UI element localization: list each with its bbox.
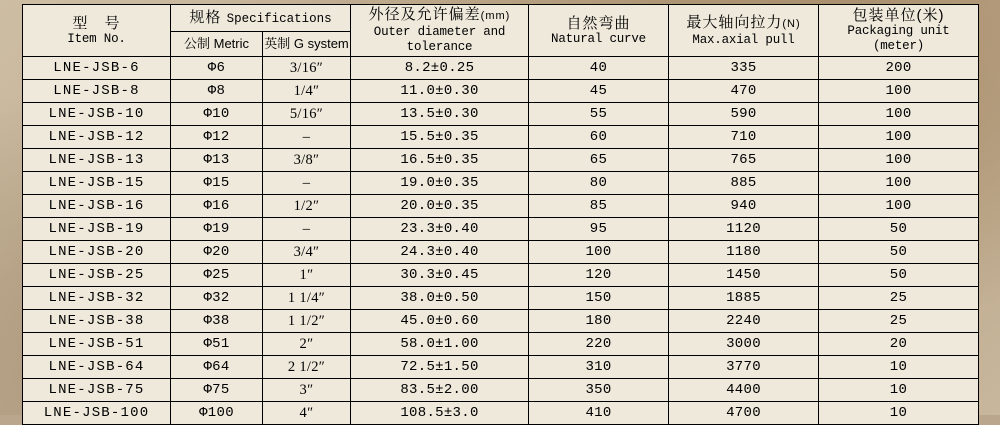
- cell-natural-curve: 120: [529, 264, 669, 287]
- cell-item-no: LNE-JSB-13: [23, 149, 171, 172]
- cell-axial-pull: 1120: [669, 218, 819, 241]
- table-header: [23, 5, 979, 57]
- cell-natural-curve: 55: [529, 103, 669, 126]
- cell-packaging-unit: 50: [819, 218, 979, 241]
- cell-natural-curve: 350: [529, 379, 669, 402]
- cell-metric: Φ32: [171, 287, 263, 310]
- cell-metric: Φ19: [171, 218, 263, 241]
- cell-metric: Φ13: [171, 149, 263, 172]
- cell-metric: Φ8: [171, 80, 263, 103]
- cell-metric: Φ20: [171, 241, 263, 264]
- cell-outer-diameter: 23.3±0.40: [351, 218, 529, 241]
- cell-metric: Φ16: [171, 195, 263, 218]
- cell-axial-pull: 4400: [669, 379, 819, 402]
- table-row: [23, 57, 979, 80]
- cell-outer-diameter: 15.5±0.35: [351, 126, 529, 149]
- cell-axial-pull: 590: [669, 103, 819, 126]
- cell-g-system: 3/4″: [263, 241, 351, 264]
- header-g-system: 英制 G system: [263, 32, 351, 57]
- cell-g-system: 1 1/2″: [263, 310, 351, 333]
- cell-outer-diameter: 24.3±0.40: [351, 241, 529, 264]
- cell-axial-pull: 335: [669, 57, 819, 80]
- cell-axial-pull: 4700: [669, 402, 819, 425]
- cell-metric: Φ51: [171, 333, 263, 356]
- cell-item-no: LNE-JSB-32: [23, 287, 171, 310]
- cell-outer-diameter: 16.5±0.35: [351, 149, 529, 172]
- cell-g-system: 1/4″: [263, 80, 351, 103]
- specifications-table: [22, 4, 979, 425]
- table-row: [23, 264, 979, 287]
- cell-outer-diameter: 38.0±0.50: [351, 287, 529, 310]
- table-row: [23, 310, 979, 333]
- cell-g-system: 1″: [263, 264, 351, 287]
- cell-packaging-unit: 25: [819, 287, 979, 310]
- cell-axial-pull: 765: [669, 149, 819, 172]
- table-row: [23, 241, 979, 264]
- header-packaging-unit: 包装单位(米) Packaging unit (meter): [819, 5, 979, 57]
- cell-natural-curve: 410: [529, 402, 669, 425]
- cell-item-no: LNE-JSB-16: [23, 195, 171, 218]
- cell-g-system: 4″: [263, 402, 351, 425]
- cell-item-no: LNE-JSB-51: [23, 333, 171, 356]
- cell-axial-pull: 470: [669, 80, 819, 103]
- cell-g-system: –: [263, 218, 351, 241]
- cell-natural-curve: 85: [529, 195, 669, 218]
- cell-axial-pull: 1450: [669, 264, 819, 287]
- cell-natural-curve: 150: [529, 287, 669, 310]
- table-row: [23, 149, 979, 172]
- cell-packaging-unit: 200: [819, 57, 979, 80]
- cell-item-no: LNE-JSB-100: [23, 402, 171, 425]
- cell-metric: Φ38: [171, 310, 263, 333]
- cell-axial-pull: 885: [669, 172, 819, 195]
- cell-packaging-unit: 100: [819, 80, 979, 103]
- cell-natural-curve: 220: [529, 333, 669, 356]
- header-specifications: 规格 Specifications: [171, 5, 351, 32]
- header-natural-curve: 自然弯曲 Natural curve: [529, 5, 669, 57]
- cell-packaging-unit: 10: [819, 402, 979, 425]
- cell-item-no: LNE-JSB-19: [23, 218, 171, 241]
- cell-g-system: 2 1/2″: [263, 356, 351, 379]
- cell-g-system: 1 1/4″: [263, 287, 351, 310]
- cell-packaging-unit: 10: [819, 379, 979, 402]
- cell-outer-diameter: 13.5±0.30: [351, 103, 529, 126]
- table-body: [23, 57, 979, 425]
- cell-metric: Φ25: [171, 264, 263, 287]
- table-row: [23, 103, 979, 126]
- cell-packaging-unit: 100: [819, 103, 979, 126]
- cell-g-system: –: [263, 126, 351, 149]
- cell-outer-diameter: 83.5±2.00: [351, 379, 529, 402]
- cell-g-system: 3/8″: [263, 149, 351, 172]
- cell-item-no: LNE-JSB-6: [23, 57, 171, 80]
- cell-g-system: 3/16″: [263, 57, 351, 80]
- cell-outer-diameter: 8.2±0.25: [351, 57, 529, 80]
- table-row: [23, 195, 979, 218]
- cell-item-no: LNE-JSB-10: [23, 103, 171, 126]
- cell-outer-diameter: 108.5±3.0: [351, 402, 529, 425]
- cell-item-no: LNE-JSB-15: [23, 172, 171, 195]
- cell-packaging-unit: 100: [819, 195, 979, 218]
- cell-item-no: LNE-JSB-38: [23, 310, 171, 333]
- cell-axial-pull: 940: [669, 195, 819, 218]
- table-row: [23, 218, 979, 241]
- cell-natural-curve: 80: [529, 172, 669, 195]
- cell-g-system: 3″: [263, 379, 351, 402]
- table-row: [23, 287, 979, 310]
- cell-outer-diameter: 19.0±0.35: [351, 172, 529, 195]
- cell-metric: Φ10: [171, 103, 263, 126]
- cell-item-no: LNE-JSB-20: [23, 241, 171, 264]
- cell-packaging-unit: 50: [819, 264, 979, 287]
- cell-metric: Φ75: [171, 379, 263, 402]
- cell-outer-diameter: 72.5±1.50: [351, 356, 529, 379]
- cell-outer-diameter: 30.3±0.45: [351, 264, 529, 287]
- cell-metric: Φ100: [171, 402, 263, 425]
- cell-natural-curve: 310: [529, 356, 669, 379]
- cell-metric: Φ12: [171, 126, 263, 149]
- table-row: [23, 172, 979, 195]
- table-row: [23, 80, 979, 103]
- cell-outer-diameter: 58.0±1.00: [351, 333, 529, 356]
- table-row: [23, 402, 979, 425]
- header-item-no: 型 号 Item No.: [23, 5, 171, 57]
- cell-item-no: LNE-JSB-75: [23, 379, 171, 402]
- cell-metric: Φ6: [171, 57, 263, 80]
- table-row: [23, 379, 979, 402]
- cell-packaging-unit: 50: [819, 241, 979, 264]
- cell-outer-diameter: 20.0±0.35: [351, 195, 529, 218]
- header-metric: 公制 Metric: [171, 32, 263, 57]
- cell-axial-pull: 3770: [669, 356, 819, 379]
- cell-axial-pull: 1885: [669, 287, 819, 310]
- table-row: [23, 126, 979, 149]
- cell-natural-curve: 60: [529, 126, 669, 149]
- cell-natural-curve: 45: [529, 80, 669, 103]
- header-row-top: [23, 5, 979, 32]
- cell-item-no: LNE-JSB-25: [23, 264, 171, 287]
- cell-outer-diameter: 45.0±0.60: [351, 310, 529, 333]
- cell-packaging-unit: 25: [819, 310, 979, 333]
- header-axial-pull: 最大轴向拉力(N) Max.axial pull: [669, 5, 819, 57]
- cell-natural-curve: 95: [529, 218, 669, 241]
- cell-item-no: LNE-JSB-8: [23, 80, 171, 103]
- cell-natural-curve: 100: [529, 241, 669, 264]
- cell-packaging-unit: 10: [819, 356, 979, 379]
- cell-packaging-unit: 100: [819, 172, 979, 195]
- cell-metric: Φ15: [171, 172, 263, 195]
- cell-g-system: 2″: [263, 333, 351, 356]
- cell-packaging-unit: 100: [819, 126, 979, 149]
- cell-packaging-unit: 20: [819, 333, 979, 356]
- cell-axial-pull: 1180: [669, 241, 819, 264]
- cell-g-system: 1/2″: [263, 195, 351, 218]
- cell-g-system: 5/16″: [263, 103, 351, 126]
- cell-axial-pull: 2240: [669, 310, 819, 333]
- table-row: [23, 333, 979, 356]
- cell-g-system: –: [263, 172, 351, 195]
- table-row: [23, 356, 979, 379]
- cell-natural-curve: 180: [529, 310, 669, 333]
- cell-packaging-unit: 100: [819, 149, 979, 172]
- cell-item-no: LNE-JSB-64: [23, 356, 171, 379]
- cell-metric: Φ64: [171, 356, 263, 379]
- cell-natural-curve: 65: [529, 149, 669, 172]
- cell-item-no: LNE-JSB-12: [23, 126, 171, 149]
- cell-axial-pull: 3000: [669, 333, 819, 356]
- cell-axial-pull: 710: [669, 126, 819, 149]
- header-outer-diameter: 外径及允许偏差(mm) Outer diameter and tolerance: [351, 5, 529, 57]
- cell-outer-diameter: 11.0±0.30: [351, 80, 529, 103]
- cell-natural-curve: 40: [529, 57, 669, 80]
